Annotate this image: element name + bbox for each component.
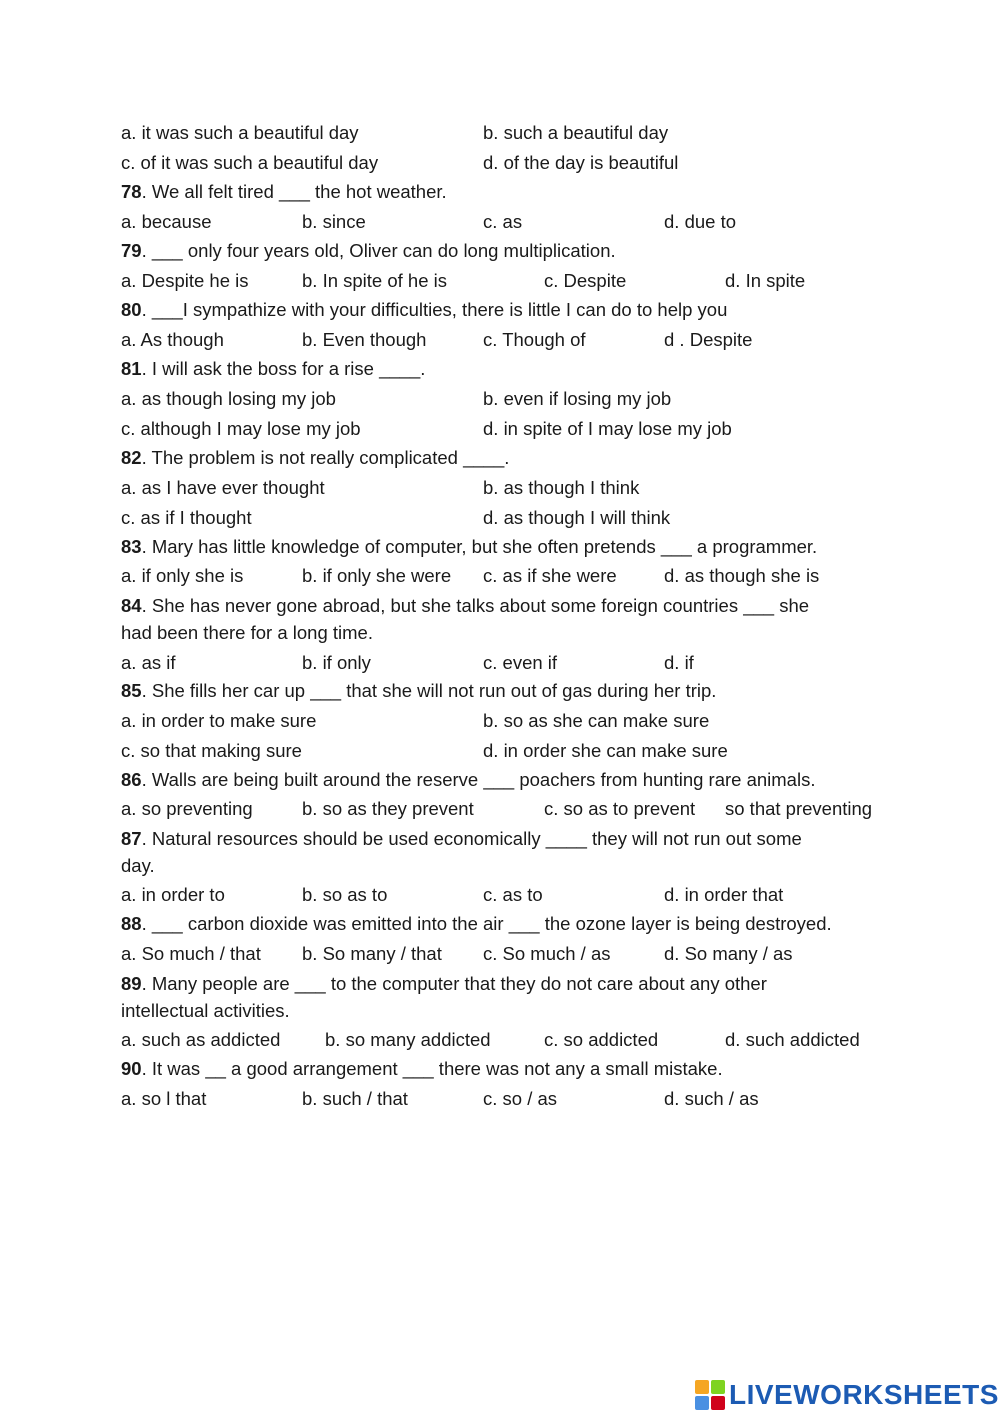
answer-option[interactable]: a. as if [121,652,176,673]
answer-option[interactable]: d . Despite [664,329,753,350]
question-text: . Mary has little knowledge of computer, but she often pretends ___ a programmer. [141,536,818,557]
answer-option[interactable]: a. because [121,211,212,232]
liveworksheets-logo[interactable] [695,1378,999,1412]
answer-option[interactable]: b. as though I think [483,477,640,498]
answer-option[interactable]: c. although I may lose my job [121,418,361,439]
answer-option[interactable]: c. so / as [483,1088,558,1109]
answer-option[interactable]: d. if [664,652,694,673]
question-number: 89 [121,973,142,994]
question-number: 83 [121,536,142,557]
answer-option[interactable]: b. so as she can make sure [483,710,710,731]
answer-option[interactable]: d. of the day is beautiful [483,152,679,173]
liveworksheets-logo-icon [695,1380,725,1410]
answer-option[interactable]: d. as though I will think [483,507,671,528]
answer-option[interactable]: c. Despite [544,270,627,291]
answer-option[interactable]: a. such as addicted [121,1029,281,1050]
question-86 [121,769,815,791]
question-text: . Walls are being built around the reserve ___ poachers from hunting rare animals. [141,769,816,790]
question-number: 85 [121,680,142,701]
answer-option[interactable]: b. so many addicted [325,1029,491,1050]
liveworksheets-logo-text: LIVEWORKSHEETS [729,1379,999,1410]
answer-option[interactable]: c. as if she were [483,565,617,586]
answer-option[interactable]: a. it was such a beautiful day [121,122,359,143]
answer-option[interactable]: c. of it was such a beautiful day [121,152,379,173]
question-text: . ___ only four years old, Oliver can do long multiplication. [141,240,616,261]
answer-option[interactable]: b. so as to [302,884,388,905]
question-text: . It was __ a good arrangement ___ there was not any a small mistake. [141,1058,723,1079]
answer-option[interactable]: d. In spite [725,270,806,291]
question-89 [121,973,767,995]
question-82 [121,447,509,469]
question-text: . Natural resources should be used economically ____ they will not run out some [141,828,802,849]
answer-option[interactable]: c. so addicted [544,1029,659,1050]
answer-option[interactable]: c. as if I thought [121,507,252,528]
question-text: . I will ask the boss for a rise ____. [141,358,426,379]
question-text-continued: intellectual activities. [121,1000,290,1021]
answer-option[interactable]: b. even if losing my job [483,388,672,409]
answer-option[interactable]: d. such / as [664,1088,759,1109]
answer-option[interactable]: b. In spite of he is [302,270,448,291]
question-number: 87 [121,828,142,849]
question-78 [121,181,447,203]
question-text: . Many people are ___ to the computer that they do not care about any other [141,973,767,994]
question-87 [121,828,802,850]
question-text: . She fills her car up ___ that she will not run out of gas during her trip. [141,680,717,701]
answer-option[interactable]: a. if only she is [121,565,244,586]
answer-option[interactable]: b. So many / that [302,943,442,964]
question-number: 80 [121,299,142,320]
answer-option[interactable]: a. so l that [121,1088,207,1109]
question-number: 78 [121,181,142,202]
answer-option[interactable]: c. so that making sure [121,740,302,761]
question-number: 84 [121,595,142,616]
answer-option[interactable]: c. as [483,211,523,232]
question-number: 86 [121,769,142,790]
question-text: . We all felt tired ___ the hot weather. [141,181,447,202]
answer-option[interactable]: a. As though [121,329,224,350]
answer-option[interactable]: d. as though she is [664,565,820,586]
question-text: . ___ carbon dioxide was emitted into the air ___ the ozone layer is being destroyed. [141,913,832,934]
question-84 [121,595,809,617]
answer-option[interactable]: d. in order that [664,884,784,905]
question-number: 79 [121,240,142,261]
answer-option[interactable]: a. as though losing my job [121,388,336,409]
question-text: . She has never gone abroad, but she talks about some foreign countries ___ she [141,595,810,616]
question-number: 90 [121,1058,142,1079]
question-text: . ___I sympathize with your difficulties, there is little I can do to help you [141,299,728,320]
question-90 [121,1058,723,1080]
answer-option[interactable]: d. in order she can make sure [483,740,728,761]
answer-option[interactable]: a. in order to make sure [121,710,317,731]
question-text-continued: day. [121,855,155,876]
answer-option[interactable]: c. as to [483,884,543,905]
question-85 [121,680,716,702]
question-text: . The problem is not really complicated ____. [141,447,510,468]
answer-option[interactable]: b. so as they prevent [302,798,474,819]
answer-option[interactable]: so that preventing [725,798,873,819]
answer-option[interactable]: a. as I have ever thought [121,477,325,498]
question-number: 88 [121,913,142,934]
question-80 [121,299,727,321]
answer-option[interactable]: a. so preventing [121,798,253,819]
answer-option[interactable]: d. due to [664,211,737,232]
answer-option[interactable]: d. such addicted [725,1029,860,1050]
answer-option[interactable]: a. in order to [121,884,225,905]
answer-option[interactable]: c. Though of [483,329,586,350]
answer-option[interactable]: c. so as to prevent [544,798,696,819]
answer-option[interactable]: b. if only [302,652,371,673]
question-81 [121,358,425,380]
question-88 [121,913,832,935]
answer-option[interactable]: b. since [302,211,366,232]
answer-option[interactable]: b. such / that [302,1088,408,1109]
answer-option[interactable]: c. So much / as [483,943,611,964]
answer-option[interactable]: d. So many / as [664,943,793,964]
question-text-continued: had been there for a long time. [121,622,373,643]
answer-option[interactable]: b. such a beautiful day [483,122,669,143]
question-number: 82 [121,447,142,468]
answer-option[interactable]: b. Even though [302,329,427,350]
answer-option[interactable]: a. Despite he is [121,270,249,291]
answer-option[interactable]: c. even if [483,652,558,673]
question-83 [121,536,817,558]
answer-option[interactable]: d. in spite of I may lose my job [483,418,732,439]
answer-option[interactable]: b. if only she were [302,565,452,586]
question-79 [121,240,616,262]
answer-option[interactable]: a. So much / that [121,943,261,964]
question-number: 81 [121,358,142,379]
